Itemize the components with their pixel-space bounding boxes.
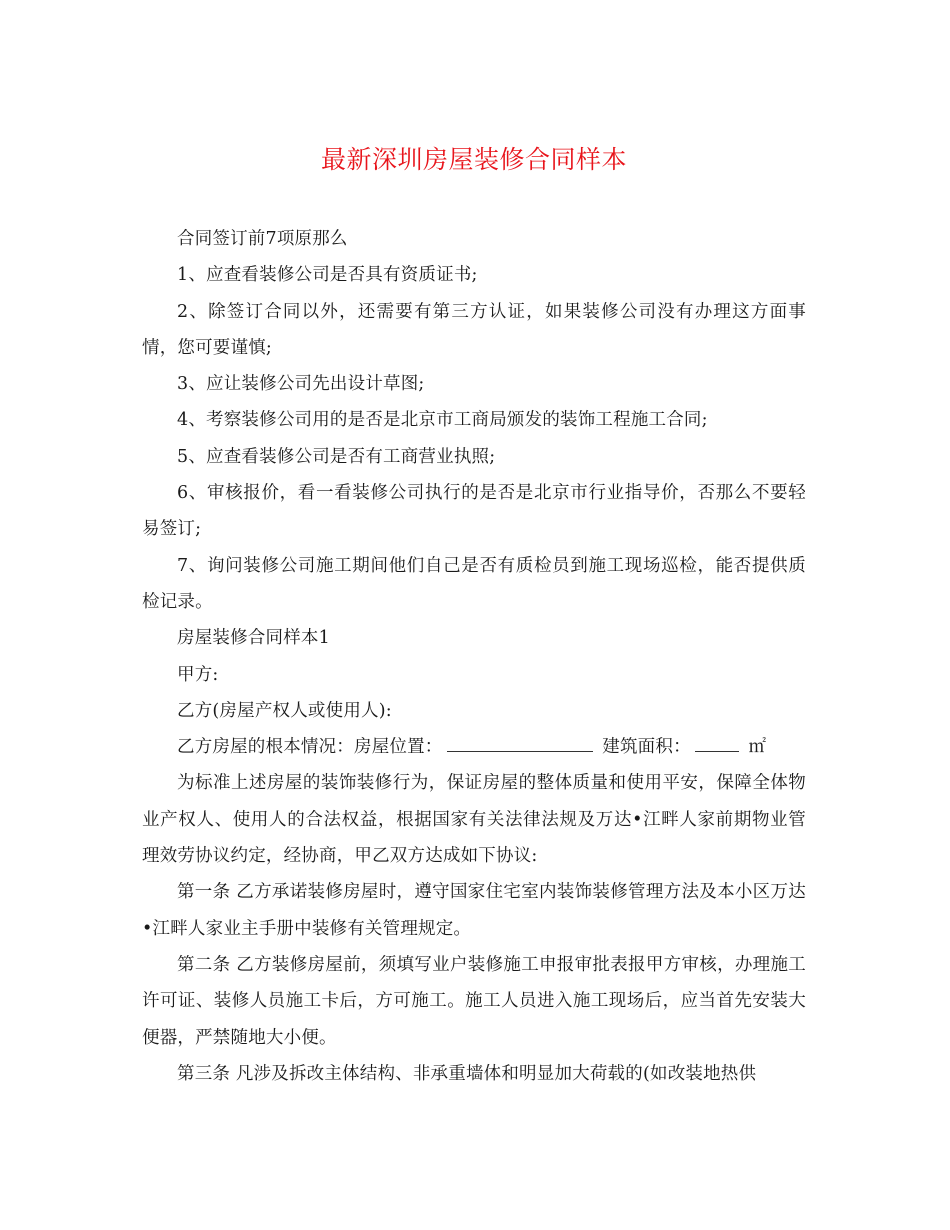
paragraph-principle-2: 2、除签订合同以外，还需要有第三方认证，如果装修公司没有办理这方面事情，您可要谨慎; — [142, 301, 806, 358]
paragraph-article-1: 第一条 乙方承诺装修房屋时，遵守国家住宅室内装饰装修管理方法及本小区万达•江畔人家业主手册中装修有关管理规定。 — [142, 882, 806, 939]
paragraph-house-info — [142, 729, 806, 765]
document-body — [142, 221, 806, 1092]
paragraph-article-2: 第二条 乙方装修房屋前，须填写业户装修施工申报审批表报甲方审核，办理施工许可证、装修人员施工卡后，方可施工。施工人员进入施工现场后，应当首先安装大便器，严禁随地大小便。 — [142, 954, 806, 1048]
house-area-blank — [695, 733, 739, 752]
paragraph-principle-6: 6、审核报价，看一看装修公司执行的是否是北京市行业指导价，否那么不要轻易签订; — [142, 483, 806, 540]
paragraph-party-a: 甲方: — [177, 664, 219, 685]
paragraph-party-b: 乙方(房屋产权人或使用人): — [177, 700, 392, 721]
paragraph-principle-4: 4、考察装修公司用的是否是北京市工商局颁发的装饰工程施工合同; — [177, 410, 708, 431]
house-area-unit: ㎡ — [748, 737, 767, 758]
house-area-label: 建筑面积： — [602, 737, 691, 758]
paragraph-principle-3: 3、应让装修公司先出设计草图; — [177, 374, 425, 395]
paragraph-sample-heading: 房屋装修合同样本1 — [177, 628, 330, 649]
paragraph-article-3: 第三条 凡涉及拆改主体结构、非承重墙体和明显加大荷载的(如改装地热供 — [177, 1063, 757, 1084]
document-title: 最新深圳房屋装修合同样本 — [320, 145, 627, 174]
house-location-blank — [447, 733, 593, 752]
paragraph-principles-heading: 合同签订前7项原那么 — [177, 229, 348, 249]
house-location-label: 乙方房屋的根本情况：房屋位置： — [177, 737, 443, 758]
paragraph-principle-1: 1、应查看装修公司是否具有资质证书; — [177, 265, 478, 286]
paragraph-principle-5: 5、应查看装修公司是否有工商营业执照; — [177, 446, 496, 467]
paragraph-preamble: 为标准上述房屋的装饰装修行为，保证房屋的整体质量和使用平安，保障全体物业产权人、使用人的合法权益，根据国家有关法律法规及万达•江畔人家前期物业管理效劳协议约定，经协商，甲乙双方达成如下协议: — [142, 773, 806, 867]
paragraph-principle-7: 7、询问装修公司施工期间他们自己是否有质检员到施工现场巡检，能否提供质检记录。 — [142, 555, 806, 612]
